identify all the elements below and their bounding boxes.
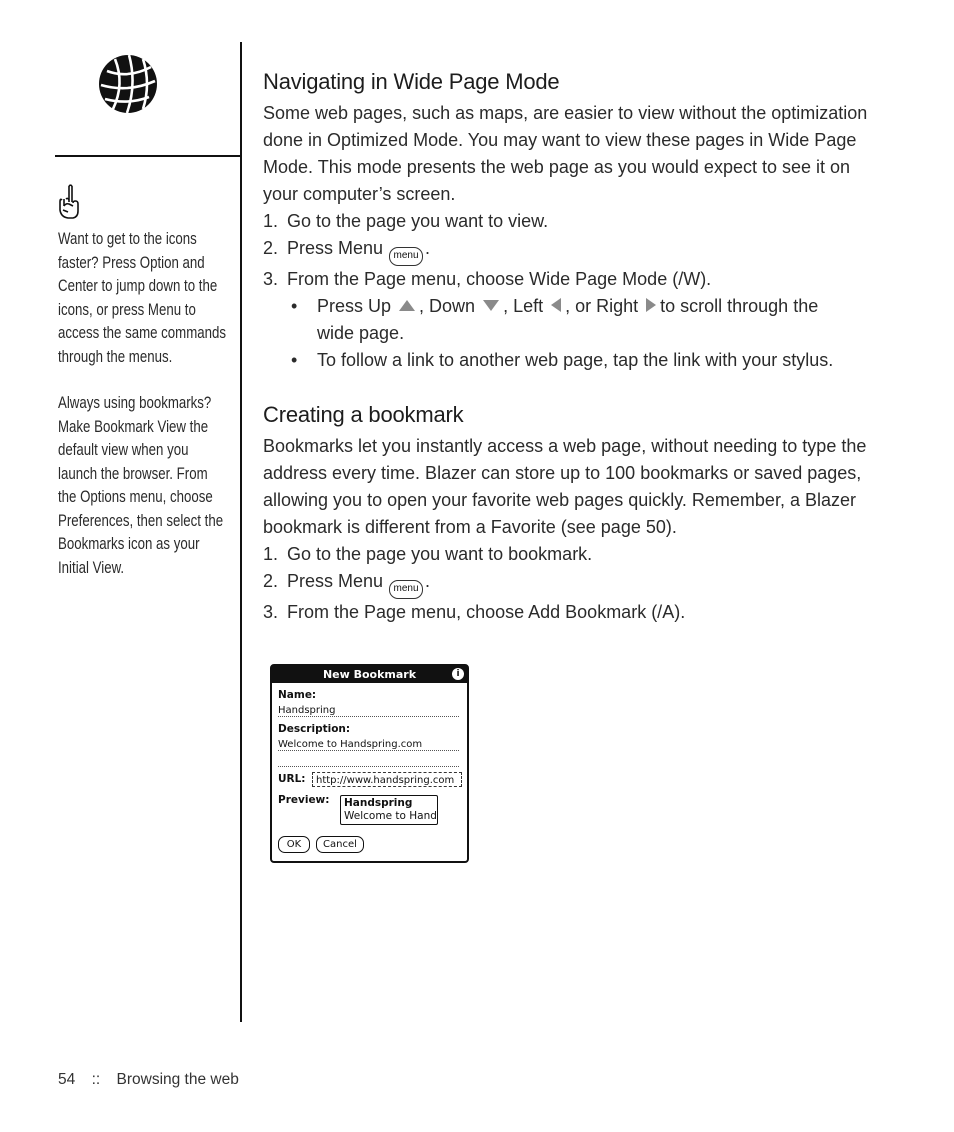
bullet-item [263,293,903,347]
bullet-text: to scroll through the [660,296,819,316]
preview-box [340,795,438,825]
bullet-text: Press Up [317,296,392,316]
description-label: Description: [278,723,351,735]
page-footer [58,1071,239,1089]
tip-line: Center to jump down to the [58,276,218,295]
tip-line: faster? Press Option and [58,252,205,272]
section-heading: Navigating in Wide Page Mode [263,69,560,94]
tip-line: Initial View. [58,557,125,577]
page-number: 54 [58,1071,76,1088]
pointing-hand-icon [56,184,82,220]
step-item [263,568,903,599]
section-heading: Creating a bookmark [263,402,464,427]
tip-line: access the same commands [58,323,227,342]
dialog-title-bar [272,666,467,683]
step-text: Go to the page you want to bookmark. [287,544,593,564]
paragraph-line: done in Optimized Mode. You may want to view these pages in Wide Page [263,130,857,150]
tip-line: Bookmarks icon as your [58,534,200,553]
tip-line: launch the browser. From [58,463,208,483]
paragraph-line: Mode. This mode presents the web page as you would expect to see it on [263,157,851,177]
preview-label: Preview: [278,794,330,806]
section-creating-bookmark [263,402,903,626]
step-item [263,599,903,626]
tip-line: Always using bookmarks? [58,393,212,412]
step-text: Press Menu [287,571,384,591]
bullet-dot: • [291,350,298,370]
bullet-dot: • [291,296,298,316]
name-label: Name: [278,689,317,701]
section-wide-page-mode [263,69,903,374]
menu-button-icon: menu [389,247,423,266]
bullet-item [263,347,903,374]
description-field-line [278,766,459,767]
preview-description: Welcome to Hand [344,810,437,822]
tip-line: icons, or press Menu to [58,299,196,319]
step-number: 3. [263,269,279,289]
paragraph-line: address every time. Blazer can store up to 100 bookmarks or saved pages, [263,463,862,483]
description-field[interactable]: Welcome to Handspring.com [278,739,459,751]
name-field[interactable]: Handspring [278,705,459,717]
section-paragraph [263,100,903,208]
step-item [263,541,903,568]
paragraph-line: your computer’s screen. [263,184,456,204]
url-field[interactable]: http://www.handspring.com [312,772,462,787]
url-label: URL: [278,773,306,785]
vertical-divider [240,42,242,1022]
step-item [263,235,903,266]
step-number: 3. [263,602,279,622]
tip-options-center [58,227,231,368]
bullet-text: , Down [419,296,476,316]
bullet-text: , or Right [565,296,639,316]
bullet-text: , Left [503,296,544,316]
up-arrow-icon [399,300,415,311]
tip-line: through the menus. [58,346,173,366]
step-item [263,208,903,235]
step-number: 2. [263,571,279,591]
tip-bookmark-view [58,391,231,579]
paragraph-line: bookmark is different from a Favorite (see page 50). [263,517,677,537]
bullet-text: To follow a link to another web page, tap the link with your stylus. [317,350,834,370]
footer-separator: :: [91,1071,101,1088]
footer-section-name: Browsing the web [116,1071,239,1088]
globe-icon [97,53,159,115]
step-text: From the Page menu, choose Wide Page Mode (/W). [287,269,712,289]
bullet-text: wide page. [317,323,405,343]
sidebar-divider [55,155,241,157]
tip-line: Make Bookmark View the [58,416,209,436]
paragraph-line: Bookmarks let you instantly access a web page, without needing to type the [263,436,867,456]
tip-line: Want to get to the icons [58,229,197,248]
right-arrow-icon [646,298,656,312]
section-paragraph [263,433,903,541]
left-arrow-icon [551,298,561,312]
paragraph-line: Some web pages, such as maps, are easier to view without the optimization [263,103,868,123]
cancel-button[interactable]: Cancel [316,836,364,853]
step-number: 2. [263,238,279,258]
down-arrow-icon [483,300,499,311]
info-icon[interactable]: i [452,668,464,680]
paragraph-line: allowing you to open your favorite web pages quickly. Remember, a Blazer [263,490,856,510]
dialog-title: New Bookmark [322,668,417,681]
step-text: Go to the page you want to view. [287,211,549,231]
step-end: . [425,238,431,258]
step-number: 1. [263,544,279,564]
preview-title: Handspring [344,797,413,809]
step-number: 1. [263,211,279,231]
ok-button[interactable]: OK [278,836,310,853]
step-item [263,266,903,293]
step-end: . [425,571,431,591]
tip-line: Preferences, then select the [58,510,224,530]
tip-line: the Options menu, choose [58,487,213,506]
new-bookmark-dialog [270,664,469,863]
menu-button-icon: menu [389,580,423,599]
tip-line: default view when you [58,440,189,459]
step-text: Press Menu [287,238,384,258]
step-text: From the Page menu, choose Add Bookmark (/A). [287,602,686,622]
